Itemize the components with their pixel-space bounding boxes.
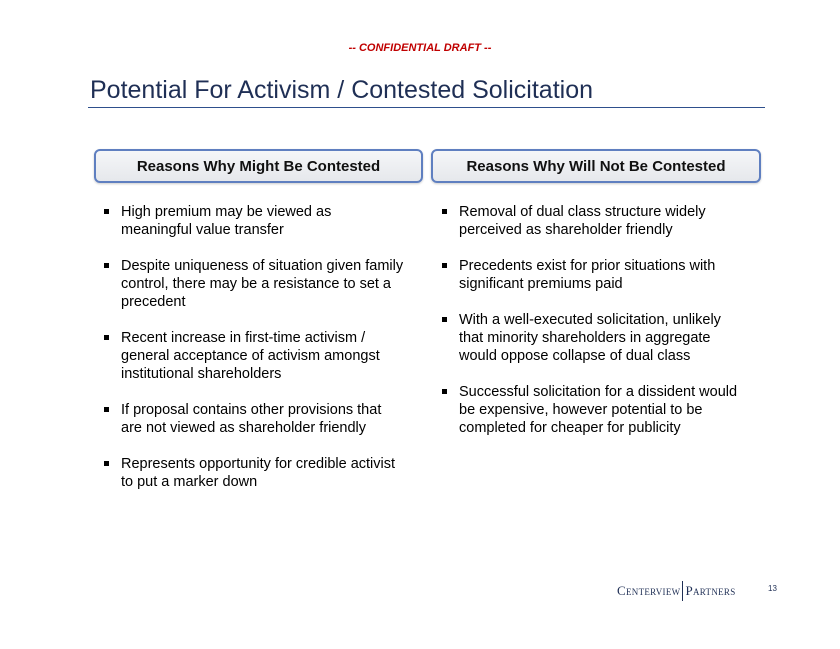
column-heading-not-contested: Reasons Why Will Not Be Contested xyxy=(431,149,761,183)
not-contested-reasons-list xyxy=(442,203,744,455)
bullet-text: If proposal contains other provisions that are not viewed as shareholder friendly xyxy=(121,402,382,436)
list-item xyxy=(104,203,404,239)
list-item xyxy=(442,383,744,437)
square-bullet-icon xyxy=(442,263,447,268)
square-bullet-icon xyxy=(104,407,109,412)
square-bullet-icon xyxy=(104,335,109,340)
contested-reasons-list xyxy=(104,203,404,509)
square-bullet-icon xyxy=(104,263,109,268)
confidential-label: -- CONFIDENTIAL DRAFT -- xyxy=(348,42,492,54)
bullet-text: Precedents exist for prior situations with significant premiums paid xyxy=(459,258,716,292)
company-logo xyxy=(617,583,736,599)
list-item xyxy=(442,203,744,239)
list-item xyxy=(104,401,404,437)
list-item xyxy=(104,329,404,383)
list-item xyxy=(104,257,404,311)
column-heading-contested: Reasons Why Might Be Contested xyxy=(94,149,423,183)
bullet-text: Represents opportunity for credible activist to put a marker down xyxy=(121,456,396,490)
bullet-text: Recent increase in first-time activism / general acceptance of activism amongst institutional shareholders xyxy=(121,330,380,382)
bullet-text: With a well-executed solicitation, unlikely that minority shareholders in aggregate would oppose collapse of dual class xyxy=(459,312,721,364)
logo-divider xyxy=(682,581,683,601)
square-bullet-icon xyxy=(104,209,109,214)
list-item xyxy=(442,257,744,293)
square-bullet-icon xyxy=(442,317,447,322)
bullet-text: Removal of dual class structure widely perceived as shareholder friendly xyxy=(459,204,706,238)
bullet-text: High premium may be viewed as meaningful value transfer xyxy=(121,204,332,238)
page-number: 13 xyxy=(768,584,777,593)
logo-text-left: Centerview xyxy=(617,583,681,598)
list-item xyxy=(104,455,404,491)
logo-text-right: Partners xyxy=(685,583,736,598)
square-bullet-icon xyxy=(442,209,447,214)
bullet-text: Successful solicitation for a dissident would be expensive, however potential to be completed for cheaper for publicity xyxy=(459,384,738,436)
page-title: Potential For Activism / Contested Solicitation xyxy=(90,76,594,104)
square-bullet-icon xyxy=(442,389,447,394)
title-divider xyxy=(88,107,765,108)
list-item xyxy=(442,311,744,365)
bullet-text: Despite uniqueness of situation given family control, there may be a resistance to set a precedent xyxy=(121,258,404,310)
square-bullet-icon xyxy=(104,461,109,466)
